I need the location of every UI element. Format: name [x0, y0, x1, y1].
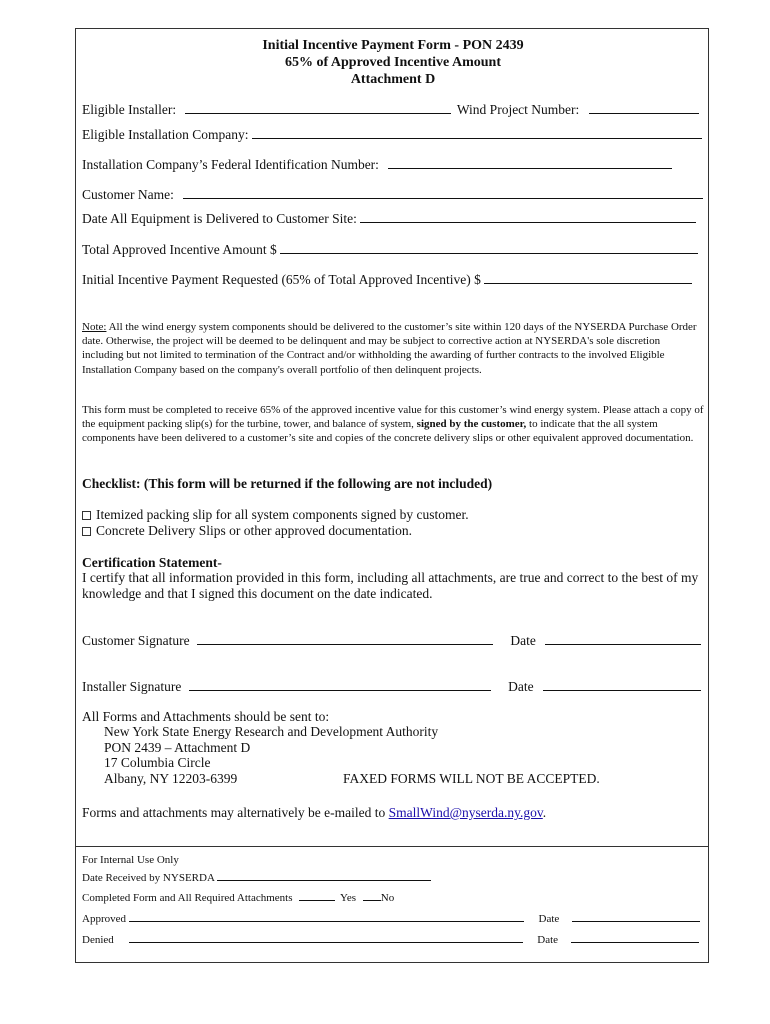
wind-project-number-field[interactable]: [589, 101, 699, 114]
installer-signature-field[interactable]: [189, 678, 491, 691]
installer-signature-row: [82, 678, 701, 695]
form-attachment-label: Attachment D: [350, 72, 436, 87]
payment-requested-row: [82, 271, 692, 288]
address-line: 17 Columbia Circle: [104, 755, 211, 770]
payment-requested-field[interactable]: [484, 271, 692, 284]
address-line: PON 2439 – Attachment D: [104, 740, 251, 755]
completed-yes-field[interactable]: [299, 890, 335, 901]
customer-signature-row: [82, 632, 701, 649]
installation-company-label: Eligible Installation Company:: [82, 127, 249, 142]
email-prefix: Forms and attachments may alternatively be e-mailed to: [82, 805, 389, 820]
address-line: New York State Energy Research and Development Authority: [104, 724, 439, 739]
instructions-bold-text: signed by the customer,: [416, 418, 527, 431]
date-received-label: Date Received by NYSERDA: [82, 872, 215, 884]
total-incentive-label: Total Approved Incentive Amount $: [82, 242, 277, 257]
completed-no-field[interactable]: [363, 890, 381, 901]
eligible-installer-label: Eligible Installer:: [82, 102, 177, 117]
approved-label: Approved: [82, 913, 126, 925]
delivery-date-label: Date All Equipment is Delivered to Customer Site:: [82, 211, 357, 226]
approved-date-label: Date: [538, 913, 560, 925]
checklist-heading: Checklist: (This form will be returned if the following are not included): [82, 476, 493, 491]
checklist-item: [82, 507, 469, 523]
address-line: Albany, NY 12203-6399: [104, 771, 238, 786]
form-title: Initial Incentive Payment Form - PON 2439: [262, 38, 524, 53]
certification-heading: Certification Statement-: [82, 555, 222, 570]
denied-date-field[interactable]: [571, 932, 699, 943]
customer-name-row: [82, 186, 703, 203]
checkbox[interactable]: [82, 511, 91, 520]
total-incentive-field[interactable]: [280, 241, 698, 254]
note-text: All the wind energy system components should be delivered to the customer’s site within 120 days of the NYSERDA Purchase Order date. Otherwise, the project will be deemed to be delinquent and may be subject to corrective action at NYSERDA's sole discretion including but not limited to termination of the Contract and/or withholding the awarding of further contracts to the involved Eligible Installation Company based on the company's overall portfolio of then delinquent projects.: [82, 321, 697, 376]
checklist-item: [82, 523, 412, 539]
note-label: Note:: [82, 321, 107, 333]
instructions-paragraph: [82, 403, 704, 446]
denied-field[interactable]: [129, 932, 523, 943]
mailing-intro: All Forms and Attachments should be sent to:: [82, 709, 330, 724]
email-row: [82, 805, 546, 821]
internal-use-heading: For Internal Use Only: [82, 854, 179, 866]
customer-date-field[interactable]: [545, 632, 701, 645]
no-label: No: [380, 892, 395, 904]
form-subtitle: 65% of Approved Incentive Amount: [285, 55, 501, 70]
email-suffix: .: [542, 805, 547, 820]
certification-text: I certify that all information provided in this form, including all attachments, are true and correct to the best of my knowledge and that I signed this document on the date indicated.: [82, 570, 699, 601]
installation-company-row: [82, 126, 702, 143]
federal-id-row: [82, 156, 672, 173]
customer-name-field[interactable]: [183, 186, 703, 199]
denied-date-label: Date: [537, 934, 559, 946]
completed-form-label: Completed Form and All Required Attachments: [82, 892, 293, 904]
approved-date-field[interactable]: [572, 911, 700, 922]
date-received-row: [82, 870, 431, 884]
payment-requested-label: Initial Incentive Payment Requested (65% of Total Approved Incentive) $: [82, 272, 481, 287]
checklist-item-label: Concrete Delivery Slips or other approved documentation.: [96, 523, 413, 538]
approved-row: [82, 911, 700, 925]
internal-section-divider: [76, 846, 708, 847]
installer-date-field[interactable]: [543, 678, 701, 691]
customer-signature-label: Customer Signature: [82, 633, 190, 648]
federal-id-label: Installation Company’s Federal Identification Number:: [82, 157, 379, 172]
delivery-date-row: [82, 210, 696, 227]
approved-field[interactable]: [129, 911, 524, 922]
federal-id-field[interactable]: [388, 156, 672, 169]
denied-row: [82, 932, 699, 946]
checkbox[interactable]: [82, 527, 91, 536]
eligible-installer-row: [82, 101, 699, 118]
denied-label: Denied: [82, 934, 114, 946]
checklist-item-label: Itemized packing slip for all system components signed by customer.: [96, 507, 469, 522]
fax-notice: FAXED FORMS WILL NOT BE ACCEPTED.: [343, 771, 600, 786]
total-incentive-row: [82, 241, 698, 258]
delivery-date-field[interactable]: [360, 210, 696, 223]
instructions-text-2: to indicate that the all system components have been delivered to a customer’s site and copies of the concrete delivery slips or other equivalent approved documentation.: [82, 418, 694, 445]
delivery-note: [82, 320, 704, 377]
email-link[interactable]: SmallWind@nyserda.ny.gov: [388, 805, 543, 820]
date-received-field[interactable]: [217, 870, 431, 881]
installer-signature-label: Installer Signature: [82, 679, 182, 694]
customer-date-label: Date: [510, 633, 536, 648]
completed-form-row: [82, 890, 394, 904]
yes-label: Yes: [340, 892, 357, 904]
form-container: [75, 28, 709, 963]
instructions-text-1: This form must be completed to receive 65% of the approved incentive value for this customer’s wind energy system. Please attach a copy of the equipment packing slip(s) for the turbine, tower, and balance of system,: [82, 404, 704, 431]
wind-project-number-label: Wind Project Number:: [456, 102, 580, 117]
installation-company-field[interactable]: [252, 126, 702, 139]
installer-date-label: Date: [508, 679, 534, 694]
customer-name-label: Customer Name:: [82, 187, 174, 202]
customer-signature-field[interactable]: [197, 632, 493, 645]
eligible-installer-field[interactable]: [185, 101, 451, 114]
